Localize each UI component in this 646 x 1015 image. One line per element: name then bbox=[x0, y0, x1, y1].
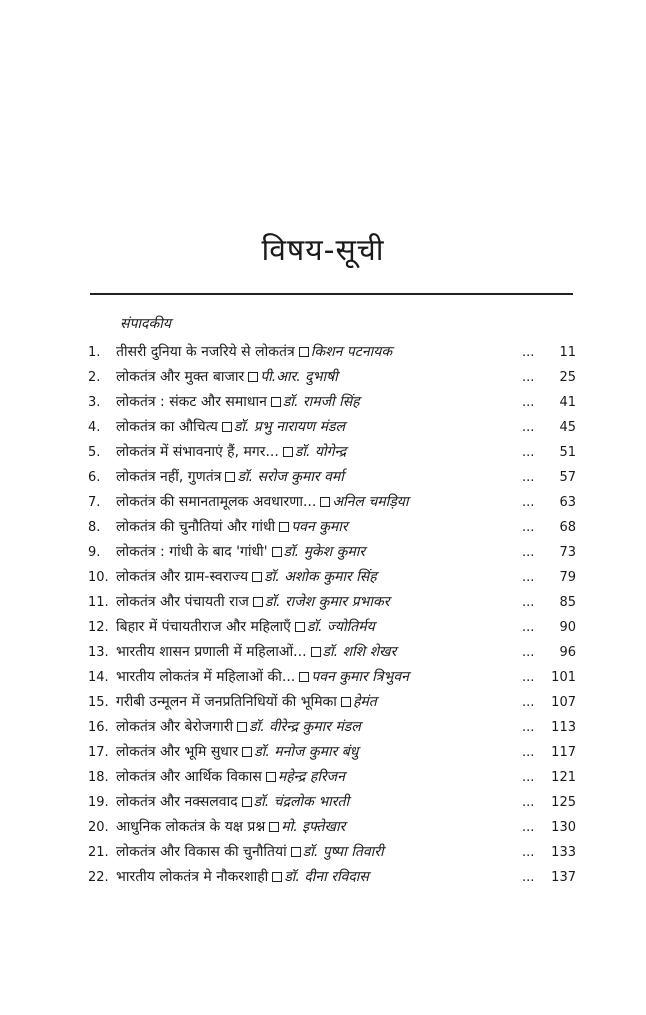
entry-author: अनिल चमड़िया bbox=[332, 494, 409, 510]
entry-title-line bbox=[116, 415, 521, 440]
entry-title: लोकतंत्र की समानतामूलक अवधारणा... bbox=[116, 494, 317, 510]
entry-title-line bbox=[116, 540, 521, 565]
entry-leader-dots: ... bbox=[522, 645, 535, 660]
entry-title: लोकतंत्र और आर्थिक विकास bbox=[116, 769, 262, 785]
box-bullet-icon bbox=[320, 497, 330, 507]
entry-author: डॉ. दीना रविदास bbox=[284, 869, 369, 885]
entry-leader-dots: ... bbox=[522, 845, 535, 860]
entry-leader-dots: ... bbox=[522, 820, 535, 835]
entry-page-number: 11 bbox=[559, 345, 576, 360]
toc-entry bbox=[88, 740, 576, 765]
toc-entry bbox=[88, 540, 576, 565]
section-label: संपादकीय bbox=[120, 316, 171, 332]
toc-entry bbox=[88, 465, 576, 490]
box-bullet-icon bbox=[266, 772, 276, 782]
entry-title-line bbox=[116, 440, 521, 465]
box-bullet-icon bbox=[225, 472, 235, 482]
toc-entry bbox=[88, 365, 576, 390]
entry-author: डॉ. मनोज कुमार बंधु bbox=[254, 744, 359, 760]
entry-page-number: 113 bbox=[551, 720, 576, 735]
box-bullet-icon bbox=[279, 522, 289, 532]
entry-title: बिहार में पंचायतीराज और महिलाएँ bbox=[116, 619, 291, 635]
toc-entry bbox=[88, 690, 576, 715]
toc-entry bbox=[88, 490, 576, 515]
entry-author: डॉ. वीरेन्द्र कुमार मंडल bbox=[249, 719, 361, 735]
entry-leader-dots: ... bbox=[522, 595, 535, 610]
entry-title: लोकतंत्र की चुनौतियां और गांधी bbox=[116, 519, 276, 535]
box-bullet-icon bbox=[237, 722, 247, 732]
box-bullet-icon bbox=[271, 397, 281, 407]
entry-title-line bbox=[116, 715, 521, 740]
entry-number: 13. bbox=[88, 645, 109, 660]
entry-number: 17. bbox=[88, 745, 109, 760]
entry-title-line bbox=[116, 665, 521, 690]
entry-leader-dots: ... bbox=[522, 445, 535, 460]
box-bullet-icon bbox=[242, 747, 252, 757]
entry-number: 11. bbox=[88, 595, 109, 610]
entry-number: 4. bbox=[88, 420, 101, 435]
entry-title: भारतीय शासन प्रणाली में महिलाओं... bbox=[116, 644, 307, 660]
entry-title: भारतीय लोकतंत्र मे नौकरशाही bbox=[116, 869, 269, 885]
toc-entry bbox=[88, 590, 576, 615]
box-bullet-icon bbox=[291, 847, 301, 857]
entry-number: 22. bbox=[88, 870, 109, 885]
entry-leader-dots: ... bbox=[522, 870, 535, 885]
entry-leader-dots: ... bbox=[522, 470, 535, 485]
entry-title-line bbox=[116, 765, 521, 790]
page-title: विषय-सूची bbox=[261, 233, 385, 268]
entry-author: डॉ. राजेश कुमार प्रभाकर bbox=[264, 594, 390, 610]
entry-author: महेन्द्र हरिजन bbox=[277, 769, 345, 785]
entry-leader-dots: ... bbox=[522, 720, 535, 735]
entry-author: पी.आर. दुभाषी bbox=[260, 369, 338, 385]
entry-number: 9. bbox=[88, 545, 101, 560]
entry-page-number: 51 bbox=[559, 445, 576, 460]
entry-number: 3. bbox=[88, 395, 101, 410]
entry-title-line bbox=[116, 365, 521, 390]
box-bullet-icon bbox=[299, 672, 309, 682]
entry-title-line bbox=[116, 465, 521, 490]
toc-entry bbox=[88, 440, 576, 465]
entry-author: हेमंत bbox=[352, 694, 377, 710]
entry-title: लोकतंत्र और विकास की चुनौतियां bbox=[116, 844, 287, 860]
toc-entry bbox=[88, 765, 576, 790]
box-bullet-icon bbox=[252, 572, 262, 582]
entry-number: 12. bbox=[88, 620, 109, 635]
entry-leader-dots: ... bbox=[522, 345, 535, 360]
entry-title: गरीबी उन्मूलन में जनप्रतिनिधियों की भूमिका bbox=[116, 694, 337, 710]
toc-entry bbox=[88, 840, 576, 865]
entry-page-number: 63 bbox=[559, 495, 576, 510]
entry-title: लोकतंत्र और बेरोजगारी bbox=[116, 719, 234, 735]
toc-entry bbox=[88, 565, 576, 590]
box-bullet-icon bbox=[283, 447, 293, 457]
entry-author: डॉ. अशोक कुमार सिंह bbox=[264, 569, 377, 585]
entry-page-number: 25 bbox=[559, 370, 576, 385]
entry-number: 7. bbox=[88, 495, 101, 510]
title-divider bbox=[90, 293, 573, 295]
entry-leader-dots: ... bbox=[522, 370, 535, 385]
entry-number: 8. bbox=[88, 520, 101, 535]
entry-page-number: 96 bbox=[559, 645, 576, 660]
entry-page-number: 133 bbox=[551, 845, 576, 860]
entry-author: डॉ. रामजी सिंह bbox=[282, 394, 360, 410]
entry-title-line bbox=[116, 815, 521, 840]
entry-title: लोकतंत्र और ग्राम-स्वराज्य bbox=[116, 569, 249, 585]
entry-author: डॉ. मुकेश कुमार bbox=[283, 544, 366, 560]
entry-author: पवन कुमार bbox=[291, 519, 348, 535]
entry-leader-dots: ... bbox=[522, 420, 535, 435]
box-bullet-icon bbox=[242, 797, 252, 807]
entry-number: 14. bbox=[88, 670, 109, 685]
entry-title-line bbox=[116, 490, 521, 515]
entry-page-number: 79 bbox=[559, 570, 576, 585]
entry-author: किशन पटनायक bbox=[310, 344, 393, 360]
entry-title-line bbox=[116, 790, 521, 815]
entry-title-line bbox=[116, 340, 521, 365]
entry-page-number: 107 bbox=[551, 695, 576, 710]
entry-title: लोकतंत्र का औचित्य bbox=[116, 419, 218, 435]
entry-number: 1. bbox=[88, 345, 101, 360]
entry-number: 15. bbox=[88, 695, 109, 710]
toc-entry bbox=[88, 790, 576, 815]
entry-page-number: 130 bbox=[551, 820, 576, 835]
entry-author: मो. इफ्तेखार bbox=[281, 819, 346, 835]
entry-leader-dots: ... bbox=[522, 570, 535, 585]
toc-entry bbox=[88, 665, 576, 690]
toc-entry bbox=[88, 715, 576, 740]
entry-leader-dots: ... bbox=[522, 545, 535, 560]
entry-title-line bbox=[116, 840, 521, 865]
entry-number: 10. bbox=[88, 570, 109, 585]
toc-entry bbox=[88, 415, 576, 440]
entry-number: 19. bbox=[88, 795, 109, 810]
entry-title-line bbox=[116, 640, 521, 665]
entry-number: 21. bbox=[88, 845, 109, 860]
entry-page-number: 85 bbox=[559, 595, 576, 610]
entry-author: डॉ. प्रभु नारायण मंडल bbox=[233, 419, 345, 435]
entry-number: 2. bbox=[88, 370, 101, 385]
toc-entry bbox=[88, 615, 576, 640]
entry-number: 5. bbox=[88, 445, 101, 460]
entry-author: डॉ. पुष्पा तिवारी bbox=[302, 844, 384, 860]
box-bullet-icon bbox=[299, 347, 309, 357]
entry-number: 18. bbox=[88, 770, 109, 785]
entry-title: तीसरी दुनिया के नजरिये से लोकतंत्र bbox=[116, 344, 295, 360]
toc-entry bbox=[88, 640, 576, 665]
entry-page-number: 117 bbox=[551, 745, 576, 760]
entry-page-number: 137 bbox=[551, 870, 576, 885]
entry-title-line bbox=[116, 740, 521, 765]
entry-leader-dots: ... bbox=[522, 770, 535, 785]
entry-title-line bbox=[116, 690, 521, 715]
entry-leader-dots: ... bbox=[522, 745, 535, 760]
box-bullet-icon bbox=[295, 622, 305, 632]
entry-author: डॉ. शशि शेखर bbox=[322, 644, 397, 660]
entry-author: पवन कुमार त्रिभुवन bbox=[311, 669, 409, 685]
toc-entry bbox=[88, 515, 576, 540]
entry-leader-dots: ... bbox=[522, 670, 535, 685]
entry-author: डॉ. ज्योतिर्मय bbox=[306, 619, 375, 635]
entry-page-number: 121 bbox=[551, 770, 576, 785]
entry-title: लोकतंत्र नहीं, गुणतंत्र bbox=[116, 469, 222, 485]
toc-entry bbox=[88, 340, 576, 365]
entry-title-line bbox=[116, 390, 521, 415]
box-bullet-icon bbox=[341, 697, 351, 707]
entry-leader-dots: ... bbox=[522, 395, 535, 410]
entry-author: डॉ. चंद्रलोक भारती bbox=[253, 794, 350, 810]
toc-entry bbox=[88, 815, 576, 840]
entry-page-number: 125 bbox=[551, 795, 576, 810]
box-bullet-icon bbox=[222, 422, 232, 432]
entry-title-line bbox=[116, 615, 521, 640]
entry-title-line bbox=[116, 865, 521, 890]
entry-title: लोकतंत्र और भूमि सुधार bbox=[116, 744, 239, 760]
entry-page-number: 90 bbox=[559, 620, 576, 635]
box-bullet-icon bbox=[311, 647, 321, 657]
entry-title: लोकतंत्र में संभावनाएं हैं, मगर... bbox=[116, 444, 279, 460]
entry-title: लोकतंत्र और मुक्त बाजार bbox=[116, 369, 245, 385]
entry-title: लोकतंत्र : संकट और समाधान bbox=[116, 394, 267, 410]
entry-leader-dots: ... bbox=[522, 620, 535, 635]
entry-leader-dots: ... bbox=[522, 795, 535, 810]
entry-number: 6. bbox=[88, 470, 101, 485]
entry-page-number: 57 bbox=[559, 470, 576, 485]
entry-page-number: 41 bbox=[559, 395, 576, 410]
entry-page-number: 73 bbox=[559, 545, 576, 560]
box-bullet-icon bbox=[248, 372, 258, 382]
entry-title: भारतीय लोकतंत्र में महिलाओं की... bbox=[116, 669, 296, 685]
box-bullet-icon bbox=[253, 597, 263, 607]
toc-entry bbox=[88, 865, 576, 890]
entry-title-line bbox=[116, 515, 521, 540]
entry-author: डॉ. योगेन्द्र bbox=[294, 444, 347, 460]
entry-leader-dots: ... bbox=[522, 695, 535, 710]
entry-title: लोकतंत्र : गांधी के बाद 'गांधी' bbox=[116, 544, 268, 560]
entry-page-number: 68 bbox=[559, 520, 576, 535]
entry-leader-dots: ... bbox=[522, 520, 535, 535]
entry-title-line bbox=[116, 590, 521, 615]
toc-entry bbox=[88, 390, 576, 415]
box-bullet-icon bbox=[269, 822, 279, 832]
box-bullet-icon bbox=[272, 547, 282, 557]
table-of-contents bbox=[88, 340, 576, 890]
entry-title: लोकतंत्र और पंचायती राज bbox=[116, 594, 249, 610]
entry-title-line bbox=[116, 565, 521, 590]
box-bullet-icon bbox=[272, 872, 282, 882]
entry-leader-dots: ... bbox=[522, 495, 535, 510]
entry-author: डॉ. सरोज कुमार वर्मा bbox=[237, 469, 344, 485]
entry-page-number: 45 bbox=[559, 420, 576, 435]
entry-title: आधुनिक लोकतंत्र के यक्ष प्रश्न bbox=[116, 819, 266, 835]
entry-title: लोकतंत्र और नक्सलवाद bbox=[116, 794, 238, 810]
entry-number: 16. bbox=[88, 720, 109, 735]
entry-page-number: 101 bbox=[551, 670, 576, 685]
entry-number: 20. bbox=[88, 820, 109, 835]
